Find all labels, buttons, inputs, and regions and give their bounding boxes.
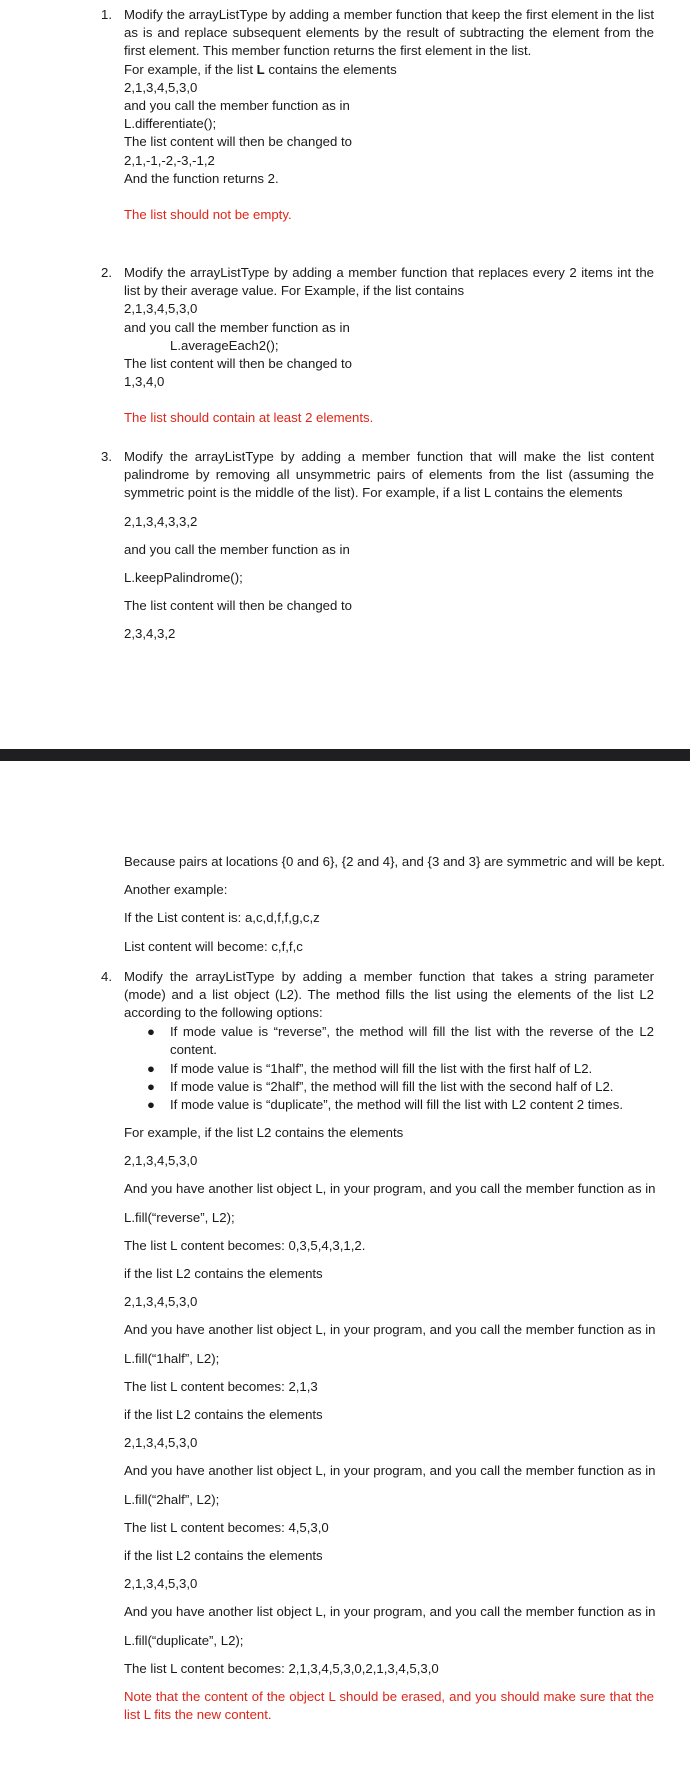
- q4-note: Note that the content of the object L should be erased, and you should make sure that the list L fits the new content.: [124, 1689, 654, 1723]
- q4-ex2-intro: if the list L2 contains the elements: [124, 1266, 323, 1282]
- q4-ex4-another: And you have another list object L, in your program, and you call the member function as in: [124, 1604, 656, 1620]
- q4-ex2-another: And you have another list object L, in your program, and you call the member function as in: [124, 1322, 656, 1338]
- q2-call: L.averageEach2();: [170, 337, 279, 353]
- q2-block: [124, 264, 654, 428]
- q3-result: 2,3,4,3,2: [124, 626, 176, 642]
- q3-because: Because pairs at locations {0 and 6}, {2 and 4}, and {3 and 3} are symmetric and will be kept.: [124, 854, 666, 869]
- q4-ex3-call: L.fill(“2half”, L2);: [124, 1491, 220, 1507]
- q4-ex2-call: L.fill(“1half”, L2);: [124, 1350, 220, 1366]
- q2-number: 2.: [101, 265, 112, 280]
- q3-result2: List content will become: c,f,f,c: [124, 938, 303, 954]
- page-divider: [0, 749, 690, 761]
- q3-list2: If the List content is: a,c,d,f,f,g,c,z: [124, 910, 320, 926]
- q4-bullet-2half: If mode value is “2half”, the method will fill the list with the second half of L2.: [170, 1079, 614, 1094]
- q4-ex4-intro: if the list L2 contains the elements: [124, 1548, 323, 1564]
- q4-intro: Modify the arrayListType by adding a member function that takes a string parameter (mode) and a list object (L2). The method fills the list using the elements of the list L2 according to the following options:: [124, 969, 654, 1021]
- q3-call: L.keepPalindrome();: [124, 570, 243, 586]
- q4-ex4-call: L.fill(“duplicate”, L2);: [124, 1632, 244, 1648]
- q4-ex4-list: 2,1,3,4,5,3,0: [124, 1576, 198, 1592]
- q2-list: 2,1,3,4,5,3,0: [124, 301, 198, 317]
- q2-note: The list should contain at least 2 elements.: [124, 410, 374, 426]
- q4-ex1-list: 2,1,3,4,5,3,0: [124, 1153, 198, 1169]
- q1-result: 2,1,-1,-2,-3,-1,2: [124, 152, 215, 168]
- q3-call-text: and you call the member function as in: [124, 541, 350, 557]
- q4-bullet-duplicate: If mode value is “duplicate”, the method will fill the list with L2 content 2 times.: [170, 1097, 623, 1112]
- page-one: [0, 0, 690, 749]
- q4-ex2-list: 2,1,3,4,5,3,0: [124, 1294, 198, 1310]
- bullet-icon: ●: [147, 1024, 155, 1039]
- q1-block: [124, 6, 654, 224]
- q2-result: 1,3,4,0: [124, 374, 165, 390]
- q4-ex1-another: And you have another list object L, in your program, and you call the member function as in: [124, 1181, 656, 1197]
- q4-ex1-call: L.fill(“reverse”, L2);: [124, 1209, 235, 1225]
- q1-call-text: and you call the member function as in: [124, 98, 350, 114]
- q4-bullet-reverse: If mode value is “reverse”, the method will fill the list with the reverse of the L2 content.: [170, 1024, 654, 1058]
- q2-changed-text: The list content will then be changed to: [124, 356, 352, 372]
- bullet-icon: ●: [147, 1079, 155, 1094]
- q4-ex1-result: The list L content becomes: 0,3,5,4,3,1,2.: [124, 1237, 366, 1253]
- q3-intro: Modify the arrayListType by adding a member function that will make the list content palindrome by removing all unsymmetric pairs of elements from the list (assuming the symmetric point is the middle of the list). For example, if a list L contains the elements: [124, 449, 654, 501]
- page-two: [0, 761, 690, 1792]
- q3-list: 2,1,3,4,3,3,2: [124, 513, 198, 529]
- bullet-icon: ●: [147, 1097, 155, 1112]
- q1-changed-text: The list content will then be changed to: [124, 134, 352, 150]
- q4-ex3-result: The list L content becomes: 4,5,3,0: [124, 1519, 329, 1535]
- q4-ex3-intro: if the list L2 contains the elements: [124, 1407, 323, 1423]
- q4-examples: [124, 1124, 654, 1724]
- q4-ex2-result: The list L content becomes: 2,1,3: [124, 1378, 318, 1394]
- q4-bullet-1half: If mode value is “1half”, the method will fill the list with the first half of L2.: [170, 1061, 593, 1076]
- q3-continued: [124, 853, 666, 956]
- q4-number: 4.: [101, 969, 112, 984]
- q1-call: L.differentiate();: [124, 116, 217, 132]
- q4-intro-block: [124, 968, 654, 1023]
- q4-ex4-result: The list L content becomes: 2,1,3,4,5,3,0,2,1,3,4,5,3,0: [124, 1660, 439, 1676]
- q1-example-bold: L: [256, 61, 265, 77]
- bullet-icon: ●: [147, 1061, 155, 1076]
- q1-intro: Modify the arrayListType by adding a member function that keep the first element in the list as is and replace subsequent elements by the result of subtracting the element from the first element. This member function returns the first element in the list.: [124, 7, 654, 59]
- q1-number: 1.: [101, 7, 112, 22]
- q3-another: Another example:: [124, 882, 228, 898]
- q3-number: 3.: [101, 449, 112, 464]
- q2-call-text: and you call the member function as in: [124, 319, 350, 335]
- q1-example-pre: For example, if the list: [124, 61, 257, 77]
- q4-ex3-another: And you have another list object L, in your program, and you call the member function as in: [124, 1463, 656, 1479]
- q1-example-line: [124, 61, 654, 79]
- q1-example-post: contains the elements: [264, 61, 397, 77]
- q4-ex3-list: 2,1,3,4,5,3,0: [124, 1435, 198, 1451]
- q1-returns: And the function returns 2.: [124, 170, 279, 186]
- q1-note: The list should not be empty.: [124, 207, 292, 223]
- q3-changed-text: The list content will then be changed to: [124, 598, 352, 614]
- q3-block: [124, 448, 654, 644]
- q4-ex1-intro: For example, if the list L2 contains the elements: [124, 1125, 404, 1140]
- q2-intro: Modify the arrayListType by adding a member function that replaces every 2 items int the list by their average value. For Example, if the list contains: [124, 265, 654, 299]
- q1-list: 2,1,3,4,5,3,0: [124, 79, 198, 95]
